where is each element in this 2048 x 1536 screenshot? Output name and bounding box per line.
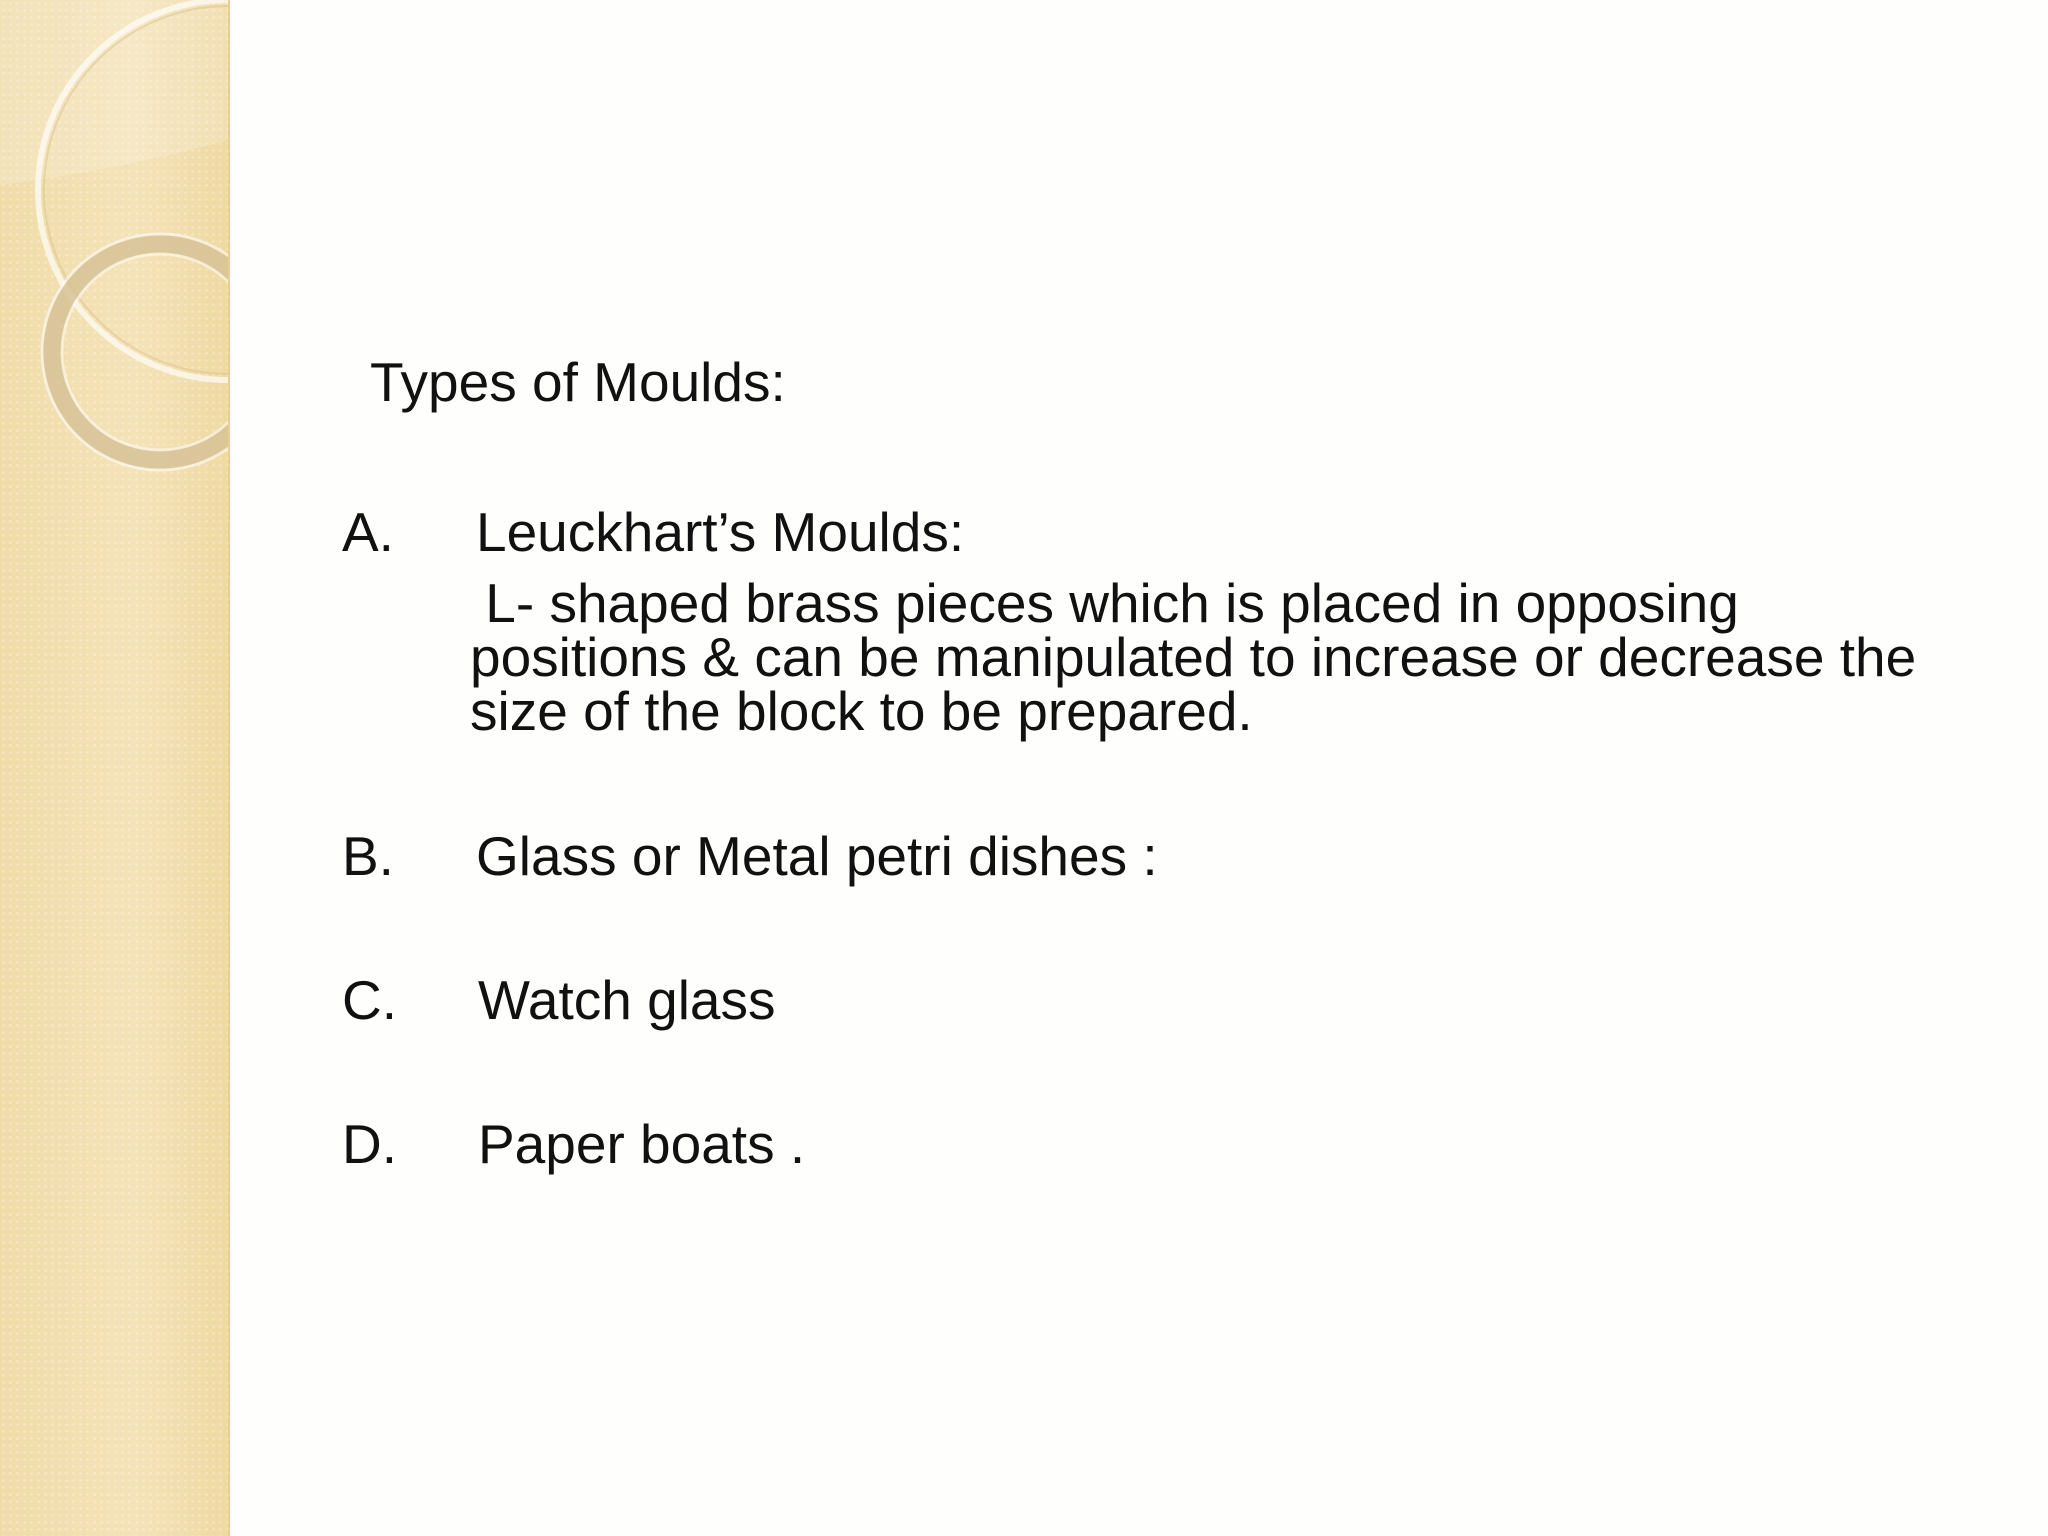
- list-item-label: Watch glass: [478, 969, 776, 1031]
- decorative-rings-graphic: [0, 0, 228, 1536]
- list-item-letter: B.: [342, 825, 394, 887]
- description-line: positions & can be manipulated to increase or decrease the: [470, 626, 1917, 688]
- slide-title: Types of Moulds:: [370, 351, 786, 413]
- list-item-letter: D.: [342, 1113, 397, 1175]
- description-line: size of the block to be prepared.: [470, 680, 1253, 742]
- list-item-label: Leuckhart’s Moulds:: [476, 501, 965, 563]
- list-item-label: Paper boats .: [478, 1113, 806, 1175]
- list-item-a-description: [470, 572, 2010, 742]
- list-item-letter: C.: [342, 969, 397, 1031]
- decorative-side-panel: [0, 0, 230, 1536]
- list-item-label: Glass or Metal petri dishes :: [476, 825, 1158, 887]
- description-line: L- shaped brass pieces which is placed in opposing: [470, 572, 1739, 634]
- list-item-letter: A.: [342, 501, 394, 563]
